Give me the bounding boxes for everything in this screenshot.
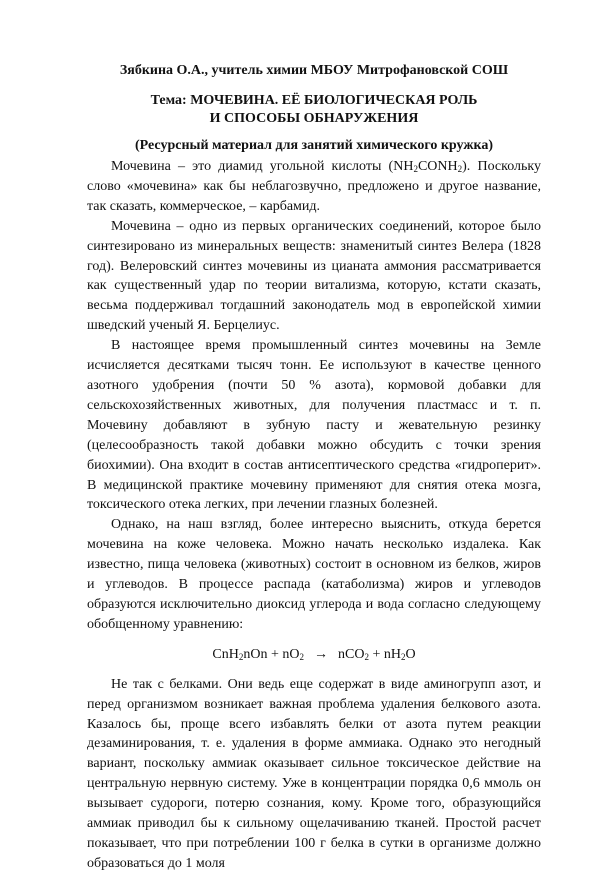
subscript: 2 [413,164,418,174]
equation-part: + nH [368,646,401,662]
subscript: 2 [238,651,244,662]
subscript: 2 [457,164,463,174]
subscript: 2 [299,651,304,662]
paragraph-1 [87,157,541,217]
paragraph-4: Однако, на наш взгляд, более интересно выяснить, откуда берется мочевина на коже человека. Можно начать несколько издалека. Как известно, пища человека (животных) состоит в основном из белков, жиров и углеводов. В процессе распада (катаболизма) жиров и углеводов образуются исключительно диоксид углерода и вода согласно следующему обобщенному уравнению: [87,517,541,632]
paragraph-2: Мочевина – одно из первых органических соединений, которое было синтезировано из минеральных веществ: знаменитый синтез Велера (1828 год). Велеровский синтез мочевины из цианата аммония рассматривается как существенный удар по теории витализма, которую, кстати сказать, весьма поддерживал тогдашний законодатель мод в европейской химии шведский ученый Я. Берцелиус. [87,218,541,334]
equation-part: nCO [337,646,365,662]
chemical-equation [87,646,541,664]
document-subtitle: (Ресурсный материал для занятий химического кружка) [135,138,493,153]
equation-part: nOn + nO [243,646,300,662]
author-line: Зябкина О.А., учитель химии МБОУ Митрофановской СОШ [119,63,509,78]
paragraph-1-text-c: ). Поскольку слово «мочевина» как бы неблагозвучно, предложено и другое название, так сказать, коммерческое, – карбамид. [87,159,542,214]
paragraph-1-text-b: CONH [417,159,458,174]
equation-part: O [405,646,416,662]
paragraph-3: В настоящее время промышленный синтез мочевины на Земле исчисляется десятками тысяч тонн. Ее используют в качестве ценного азотного удобрения (почти 50 % азота), кормовой добавки для сельскохозяйственных животных, для получения пластмасс и т. п. Мочевину добавляют в зубную пасту и жевательную резинку (целесообразность такой добавки можно обсудить с точки зрения биохимии). Она входит в состав антисептического средства «гидроперит». В медицинской практике мочевину применяют для снятия отека мозга, токсического отека легких, при лечении глазных болезней. [87,338,541,513]
document-title-line-2: И СПОСОБЫ ОБНАРУЖЕНИЯ [209,111,419,126]
paragraph-1-text-a: Мочевина – это диамид угольной кислоты (NH [111,159,414,174]
subscript: 2 [400,651,406,662]
subscript: 2 [364,651,369,662]
document-title-line-1: Тема: МОЧЕВИНА. ЕЁ БИОЛОГИЧЕСКАЯ РОЛЬ [150,93,478,108]
equation-part: CnH [212,646,239,662]
reaction-arrow-icon: → [313,646,328,662]
paragraph-5: Не так с белками. Они ведь еще содержат в виде аминогрупп азот, и перед организмом возникает важная проблема удаления белкового азота. Казалось бы, проще всего избавлять белки от азота путем реакции дезаминирования, т. е. удаления в форме аммиака. Однако это негодный вариант, поскольку аммиак оказывает сильное токсическое действие на центральную нервную систему. Уже в концентрации порядка 0,6 ммоль он вызывает судороги, потерю сознания, кому. Кроме того, образующийся аммиак приводил бы к сильному ощелачиванию тканей. Простой расчет показывает, что при потреблении 100 г белка в сутки в организме должно образоваться до 1 моля [87,676,541,871]
